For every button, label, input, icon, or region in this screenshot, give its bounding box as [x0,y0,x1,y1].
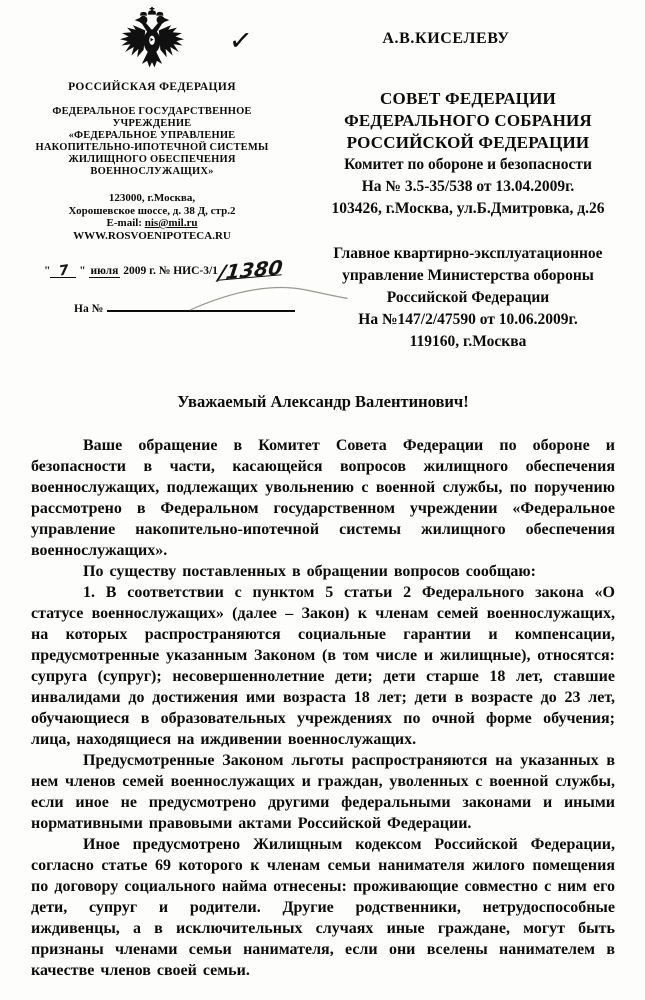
website-url: WWW.ROSVOENIPOTECA.RU [73,229,231,242]
org-line: ВОЕННОСЛУЖАЩИХ» [90,166,214,177]
org-line: ЖИЛИЩНОГО ОБЕСПЕЧЕНИЯ [68,154,236,165]
gkeu-line: 119160, г.Москва [409,333,527,350]
reference-number-line [74,297,295,315]
council-info-line: 103426, г.Москва, ул.Б.Дмитровка, д.26 [331,200,605,217]
organization-name [34,106,270,178]
body-paragraph: По существу поставленных в обращении вопросов сообщаю: [83,563,536,580]
sender-block-gkeu [300,243,636,353]
reference-label: На № [74,303,104,315]
gkeu-line: управление Министерства обороны [342,267,594,284]
address-line: 123000, г.Москва, [108,192,196,204]
gkeu-line: Главное квартирно-эксплуатационное [333,245,603,262]
body-paragraph: Иное предусмотрено Жилищным кодексом Российской Федерации, согласно статье 69 которого к членам семьи нанимателя жилого помещения по договору социального найма отнесены: проживающие совместно с ним его дети, супруг и родители. Другие родственники, нетрудоспособные иждивенцы, а в исключительных случаях иные граждане, могут быть признаны членами семьи нанимателя, если они вселены нанимателем в качестве членов своей семьи. [31,836,615,979]
body-paragraph: 1. В соответствии с пунктом 5 статьи 2 Федерального закона «О статусе военнослужащих» (далее – Закон) к членам семей военнослужащих, на которых распространяются социальные гарантии и компенсации, предусмотренные указанным Законом (в том числе и жилищные), относятся: супруга (супруг); несовершеннолетние дети; дети старше 18 лет, ставшие инвалидами до достижения ими возраста 18 лет; дети в возрасте до 23 лет, обучающиеся в образовательных учреждениях по очной форме обучения; лица, находящиеся на иждивении военнослужащих. [31,584,615,748]
salutation: Уважаемый Александр Валентинович! [177,392,469,411]
org-line: УЧРЕЖДЕНИЕ [112,118,192,129]
gkeu-line: На №147/2/47590 от 10.06.2009г. [358,311,578,328]
letter-body [31,392,615,981]
council-title-line: ФЕДЕРАЛЬНОГО СОБРАНИЯ [344,111,592,130]
quote-close: " [79,265,86,277]
sender-block-federation-council [300,88,636,220]
outgoing-date-line [44,255,344,285]
outgoing-number-label: № НИС-3/1 [158,265,218,277]
gkeu-line: Российской Федерации [386,289,550,306]
org-line: НАКОПИТЕЛЬНО-ИПОТЕЧНОЙ СИСТЕМЫ [35,142,269,153]
council-info-line: На № 3.5-35/538 от 13.04.2009г. [361,178,575,195]
month-label: июля [90,265,119,277]
council-title-line: РОССИЙСКОЙ ФЕДЕРАЦИИ [346,133,590,152]
handwritten-number: /1380 [217,255,284,285]
address-line: Хорошевское шоссе, д. 38 Д, стр.2 [68,204,236,217]
org-line: ФЕДЕРАЛЬНОЕ ГОСУДАРСТВЕННОЕ [52,106,252,117]
postal-address [34,192,270,242]
email-address: nis@mil.ru [144,217,198,229]
email-line [34,217,270,230]
year-label: 2009 г. [123,265,156,277]
body-paragraph: Предусмотренные Законом льготы распространяются на указанных в нем членов семей военнослужащих и граждан, уволенных с военной службы, если иное не предусмотрено другими федеральными законами и иными нормативными правовыми актами Российской Федерации. [31,752,615,832]
quote-open: " [44,265,51,277]
council-info-line: Комитет по обороне и безопасности [344,156,592,173]
recipient-name: А.В.КИСЕЛЕВУ [382,30,510,47]
country-title: РОССИЙСКАЯ ФЕДЕРАЦИЯ [68,81,236,93]
reference-blank-underline [107,297,295,312]
email-label: E-mail: [106,217,142,229]
body-paragraph: Ваше обращение в Комитет Совета Федерации по обороне и безопасности в части, касающейся вопросов жилищного обеспечения военнослужащих, подлежащих увольнению с военной службы, по поручению рассмотрено в Федеральном государственном учреждении «Федеральное управление накопительно-ипотечной системы жилищного обеспечения военнослужащих». [31,437,615,559]
org-line: «ФЕДЕРАЛЬНОЕ УПРАВЛЕНИЕ [68,130,236,141]
checkmark-icon: ✓ [227,22,255,59]
handwritten-day: 7 [50,263,76,278]
council-title-line: СОВЕТ ФЕДЕРАЦИИ [380,89,556,108]
